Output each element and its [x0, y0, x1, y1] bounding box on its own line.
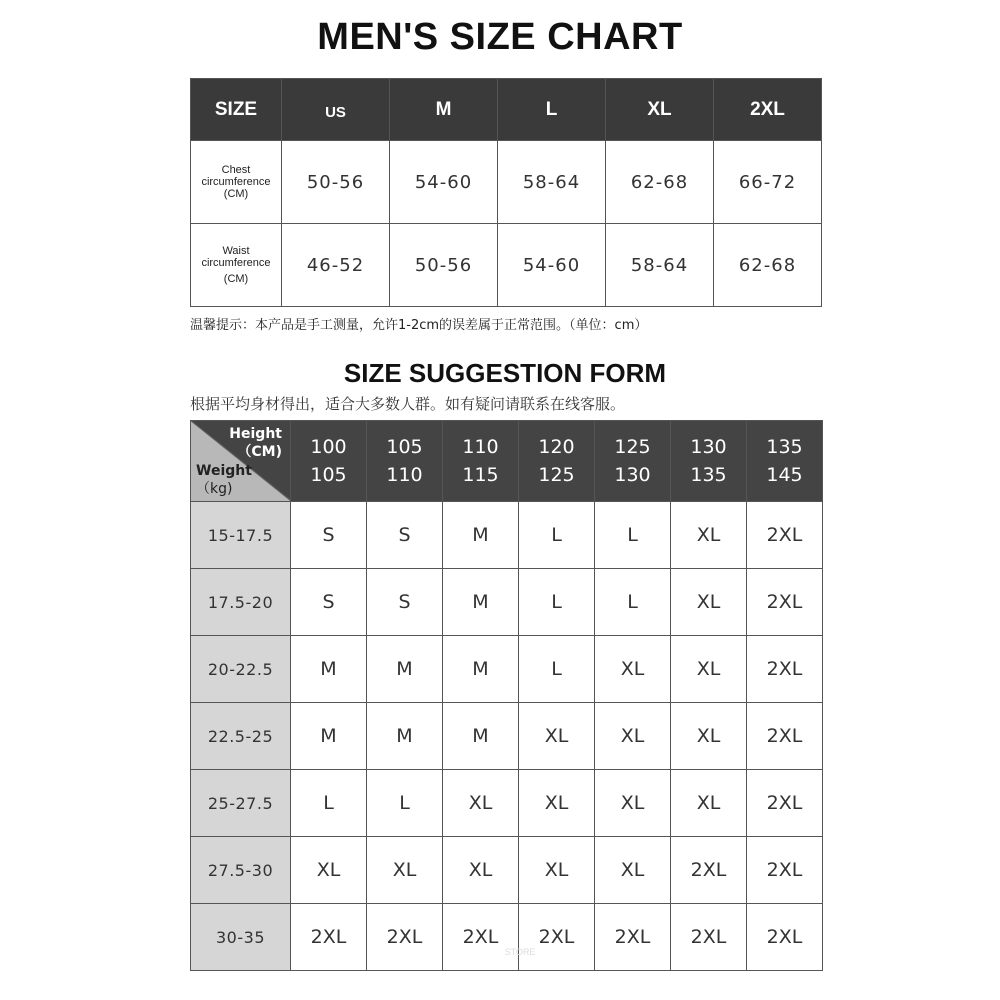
size-cell: XL: [595, 703, 671, 770]
size-cell: XL: [443, 837, 519, 904]
header-m: M: [390, 79, 498, 141]
header-l: L: [498, 79, 606, 141]
row-label-line: (CM): [223, 188, 249, 200]
height-range-bottom: 105: [310, 464, 347, 486]
height-range-top: 120: [538, 436, 575, 458]
table-row: [191, 569, 823, 636]
table-cell: 62-68: [606, 141, 714, 224]
size-cell: 2XL: [671, 837, 747, 904]
measurement-note: 温馨提示：本产品是手工测量，允许1-2cm的误差属于正常范围。（单位：cm）: [190, 318, 648, 333]
row-label-line: circumference: [201, 176, 271, 188]
size-cell: L: [519, 502, 595, 569]
table-row: [191, 502, 823, 569]
size-cell: L: [595, 502, 671, 569]
weight-range-cell: 30-35: [191, 904, 291, 971]
table-cell: 66-72: [714, 141, 822, 224]
size-cell: M: [291, 703, 367, 770]
table-cell: 58-64: [498, 141, 606, 224]
height-header-row: [191, 421, 823, 502]
weight-unit-text: （kg): [196, 481, 233, 497]
size-suggestion-table: [190, 420, 823, 971]
weight-range-cell: 25-27.5: [191, 770, 291, 837]
size-cell: M: [443, 502, 519, 569]
height-unit-text: （CM): [237, 444, 282, 460]
height-range-bottom: 115: [462, 464, 499, 486]
height-range-top: 105: [386, 436, 423, 458]
size-cell: XL: [595, 636, 671, 703]
size-cell: M: [367, 703, 443, 770]
height-label-text: Height: [229, 426, 282, 442]
size-cell: L: [291, 770, 367, 837]
table-cell: 46-52: [282, 224, 390, 307]
height-column-header: [443, 421, 519, 502]
size-cell: 2XL: [595, 904, 671, 971]
table-cell: 54-60: [498, 224, 606, 307]
size-cell: XL: [519, 703, 595, 770]
suggestion-subtitle: 根据平均身材得出，适合大多数人群。如有疑问请联系在线客服。: [190, 395, 626, 413]
size-cell: XL: [671, 703, 747, 770]
row-label-line: circumference: [201, 257, 271, 269]
size-cell: 2XL: [747, 904, 823, 971]
height-range-bottom: 125: [538, 464, 575, 486]
header-2xl: 2XL: [714, 79, 822, 141]
table-cell: 54-60: [390, 141, 498, 224]
table-row: [191, 224, 822, 307]
size-cell: XL: [291, 837, 367, 904]
height-range-top: 100: [310, 436, 347, 458]
size-cell: 2XL: [747, 636, 823, 703]
size-cell: M: [443, 636, 519, 703]
size-cell: 2XL: [291, 904, 367, 971]
table-cell: 58-64: [606, 224, 714, 307]
corner-header: [191, 421, 291, 502]
height-column-header: [367, 421, 443, 502]
height-column-header: [671, 421, 747, 502]
weight-range-cell: 20-22.5: [191, 636, 291, 703]
table-row: [191, 837, 823, 904]
suggestion-body: [191, 502, 823, 971]
size-chart-table: [190, 78, 822, 307]
size-cell: 2XL: [519, 904, 595, 971]
size-cell: L: [519, 569, 595, 636]
size-cell: XL: [443, 770, 519, 837]
height-range-bottom: 110: [386, 464, 423, 486]
size-cell: XL: [671, 636, 747, 703]
row-label-line: Chest: [221, 164, 251, 176]
table-row: [191, 770, 823, 837]
height-label: [229, 425, 282, 461]
size-cell: 2XL: [367, 904, 443, 971]
size-cell: XL: [671, 502, 747, 569]
store-watermark: STORE: [504, 947, 536, 957]
height-column-header: [291, 421, 367, 502]
weight-range-cell: 27.5-30: [191, 837, 291, 904]
size-cell: 2XL: [443, 904, 519, 971]
size-cell: XL: [671, 569, 747, 636]
header-size: SIZE: [191, 79, 282, 141]
size-cell: M: [443, 569, 519, 636]
weight-label-text: Weight: [196, 463, 252, 479]
size-cell: XL: [671, 770, 747, 837]
size-cell: 2XL: [747, 837, 823, 904]
size-cell: XL: [519, 770, 595, 837]
weight-label: [196, 462, 252, 498]
height-range-top: 135: [766, 436, 803, 458]
row-label-chest: [191, 141, 282, 224]
size-cell: L: [595, 569, 671, 636]
height-column-header: [519, 421, 595, 502]
header-xl: XL: [606, 79, 714, 141]
size-cell: S: [291, 569, 367, 636]
suggestion-title: SIZE SUGGESTION FORM: [343, 358, 667, 388]
height-range-bottom: 145: [766, 464, 803, 486]
size-cell: XL: [595, 837, 671, 904]
size-cell: S: [367, 502, 443, 569]
size-cell: XL: [595, 770, 671, 837]
height-range-bottom: 130: [614, 464, 651, 486]
height-range-top: 130: [690, 436, 727, 458]
size-cell: M: [443, 703, 519, 770]
size-cell: S: [291, 502, 367, 569]
height-column-header: [747, 421, 823, 502]
row-label-line: Waist: [222, 245, 250, 257]
size-cell: L: [367, 770, 443, 837]
row-label-line: (CM): [223, 273, 249, 285]
size-cell: M: [291, 636, 367, 703]
size-cell: 2XL: [747, 770, 823, 837]
weight-range-cell: 17.5-20: [191, 569, 291, 636]
height-range-top: 125: [614, 436, 651, 458]
row-label-waist: [191, 224, 282, 307]
header-us: US: [282, 79, 390, 141]
size-cell: L: [519, 636, 595, 703]
table-row: [191, 636, 823, 703]
size-cell: 2XL: [747, 703, 823, 770]
size-cell: 2XL: [747, 502, 823, 569]
size-cell: M: [367, 636, 443, 703]
height-range-top: 110: [462, 436, 499, 458]
size-cell: XL: [519, 837, 595, 904]
weight-range-cell: 22.5-25: [191, 703, 291, 770]
table-row: [191, 141, 822, 224]
table-cell: 62-68: [714, 224, 822, 307]
size-chart-title: MEN'S SIZE CHART: [317, 16, 683, 58]
table-row: [191, 703, 823, 770]
table-cell: 50-56: [390, 224, 498, 307]
size-cell: XL: [367, 837, 443, 904]
table-cell: 50-56: [282, 141, 390, 224]
size-cell: S: [367, 569, 443, 636]
height-column-header: [595, 421, 671, 502]
size-chart-header-row: [191, 79, 822, 141]
size-cell: 2XL: [671, 904, 747, 971]
height-range-bottom: 135: [690, 464, 727, 486]
size-cell: 2XL: [747, 569, 823, 636]
weight-range-cell: 15-17.5: [191, 502, 291, 569]
